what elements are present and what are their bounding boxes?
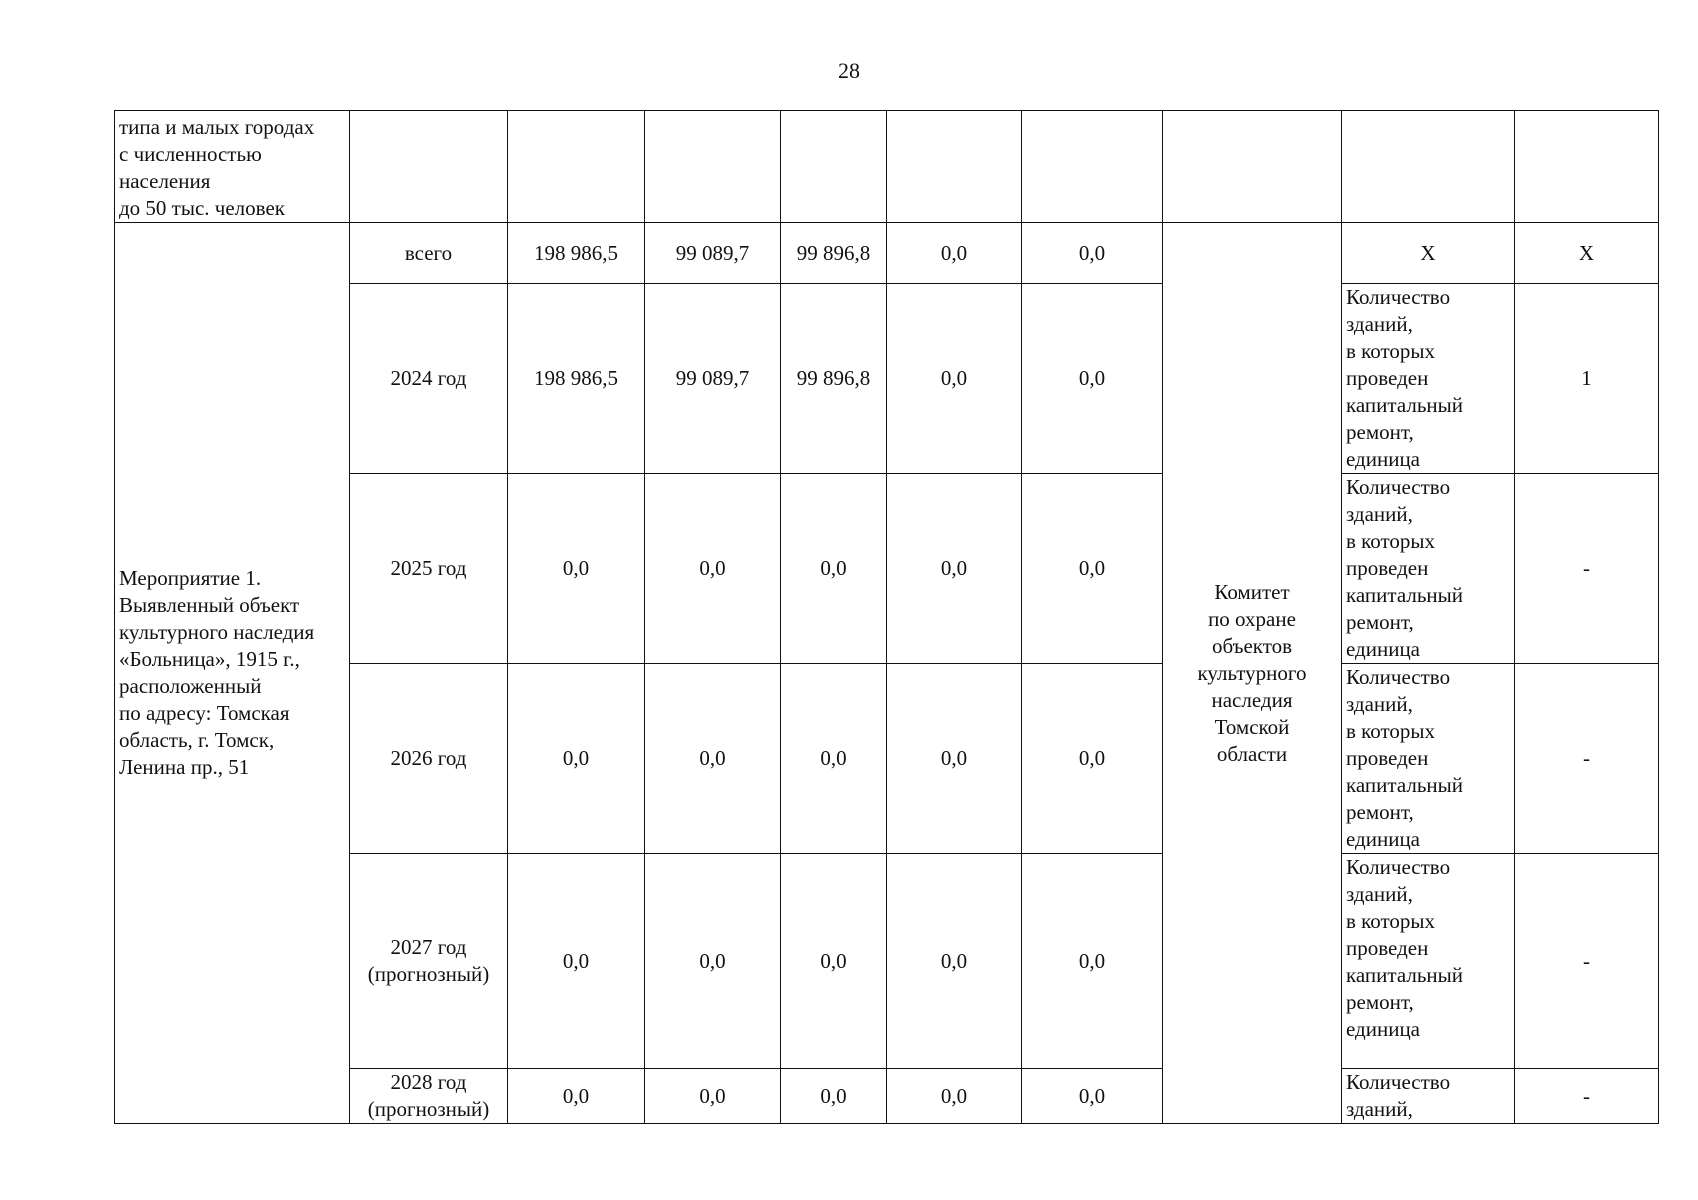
value-cell: 0,0	[781, 1069, 887, 1124]
value-cell: 0,0	[508, 664, 645, 854]
indicator-cell: Количество зданий, в которых проведен капитальный ремонт, единица	[1342, 474, 1515, 664]
value-cell: 0,0	[887, 223, 1022, 284]
value-cell: 0,0	[645, 854, 781, 1069]
continuation-text: типа и малых городах с численностью населения до 50 тыс. человек	[115, 111, 350, 223]
value-cell: 0,0	[645, 664, 781, 854]
target-cell: -	[1515, 664, 1659, 854]
continuation-row	[115, 111, 1659, 223]
indicator-cell: Количество зданий, в которых проведен капитальный ремонт, единица	[1342, 664, 1515, 854]
value-cell: 0,0	[781, 474, 887, 664]
table-row	[115, 223, 1659, 284]
empty-cell	[781, 111, 887, 223]
target-cell: -	[1515, 474, 1659, 664]
target-cell: 1	[1515, 284, 1659, 474]
value-cell: 99 896,8	[781, 284, 887, 474]
program-table	[114, 110, 1659, 1124]
value-cell: 0,0	[508, 474, 645, 664]
empty-cell	[1342, 111, 1515, 223]
executor-cell: Комитет по охране объектов культурного наследия Томской области	[1163, 223, 1342, 1124]
value-cell: 0,0	[887, 284, 1022, 474]
target-cell: -	[1515, 1069, 1659, 1124]
indicator-cell: Количество зданий, в которых проведен капитальный ремонт, единица	[1342, 284, 1515, 474]
target-cell: Х	[1515, 223, 1659, 284]
value-cell: 0,0	[887, 474, 1022, 664]
empty-cell	[508, 111, 645, 223]
empty-cell	[1163, 111, 1342, 223]
indicator-cell: Количество зданий,	[1342, 1069, 1515, 1124]
empty-cell	[1515, 111, 1659, 223]
value-cell: 0,0	[781, 664, 887, 854]
period-cell: 2024 год	[350, 284, 508, 474]
empty-cell	[350, 111, 508, 223]
value-cell: 0,0	[887, 854, 1022, 1069]
value-cell: 198 986,5	[508, 284, 645, 474]
value-cell: 0,0	[1022, 474, 1163, 664]
value-cell: 99 089,7	[645, 223, 781, 284]
empty-cell	[645, 111, 781, 223]
value-cell: 0,0	[1022, 284, 1163, 474]
target-cell: -	[1515, 854, 1659, 1069]
value-cell: 99 896,8	[781, 223, 887, 284]
indicator-cell: Количество зданий, в которых проведен капитальный ремонт, единица	[1342, 854, 1515, 1069]
indicator-cell: Х	[1342, 223, 1515, 284]
value-cell: 0,0	[1022, 223, 1163, 284]
value-cell: 0,0	[887, 664, 1022, 854]
value-cell: 0,0	[645, 1069, 781, 1124]
empty-cell	[1022, 111, 1163, 223]
value-cell: 0,0	[1022, 664, 1163, 854]
value-cell: 99 089,7	[645, 284, 781, 474]
period-cell: всего	[350, 223, 508, 284]
page-number: 28	[838, 58, 860, 83]
period-cell: 2026 год	[350, 664, 508, 854]
value-cell: 0,0	[1022, 854, 1163, 1069]
period-cell: 2028 год (прогнозный)	[350, 1069, 508, 1124]
value-cell: 0,0	[781, 854, 887, 1069]
value-cell: 0,0	[887, 1069, 1022, 1124]
value-cell: 0,0	[1022, 1069, 1163, 1124]
value-cell: 198 986,5	[508, 223, 645, 284]
value-cell: 0,0	[508, 854, 645, 1069]
measure-name: Мероприятие 1. Выявленный объект культурного наследия «Больница», 1915 г., расположенный по адресу: Томская область, г. Томск, Ленина пр., 51	[115, 223, 350, 1124]
empty-cell	[887, 111, 1022, 223]
period-cell: 2027 год (прогнозный)	[350, 854, 508, 1069]
period-cell: 2025 год	[350, 474, 508, 664]
value-cell: 0,0	[508, 1069, 645, 1124]
value-cell: 0,0	[645, 474, 781, 664]
